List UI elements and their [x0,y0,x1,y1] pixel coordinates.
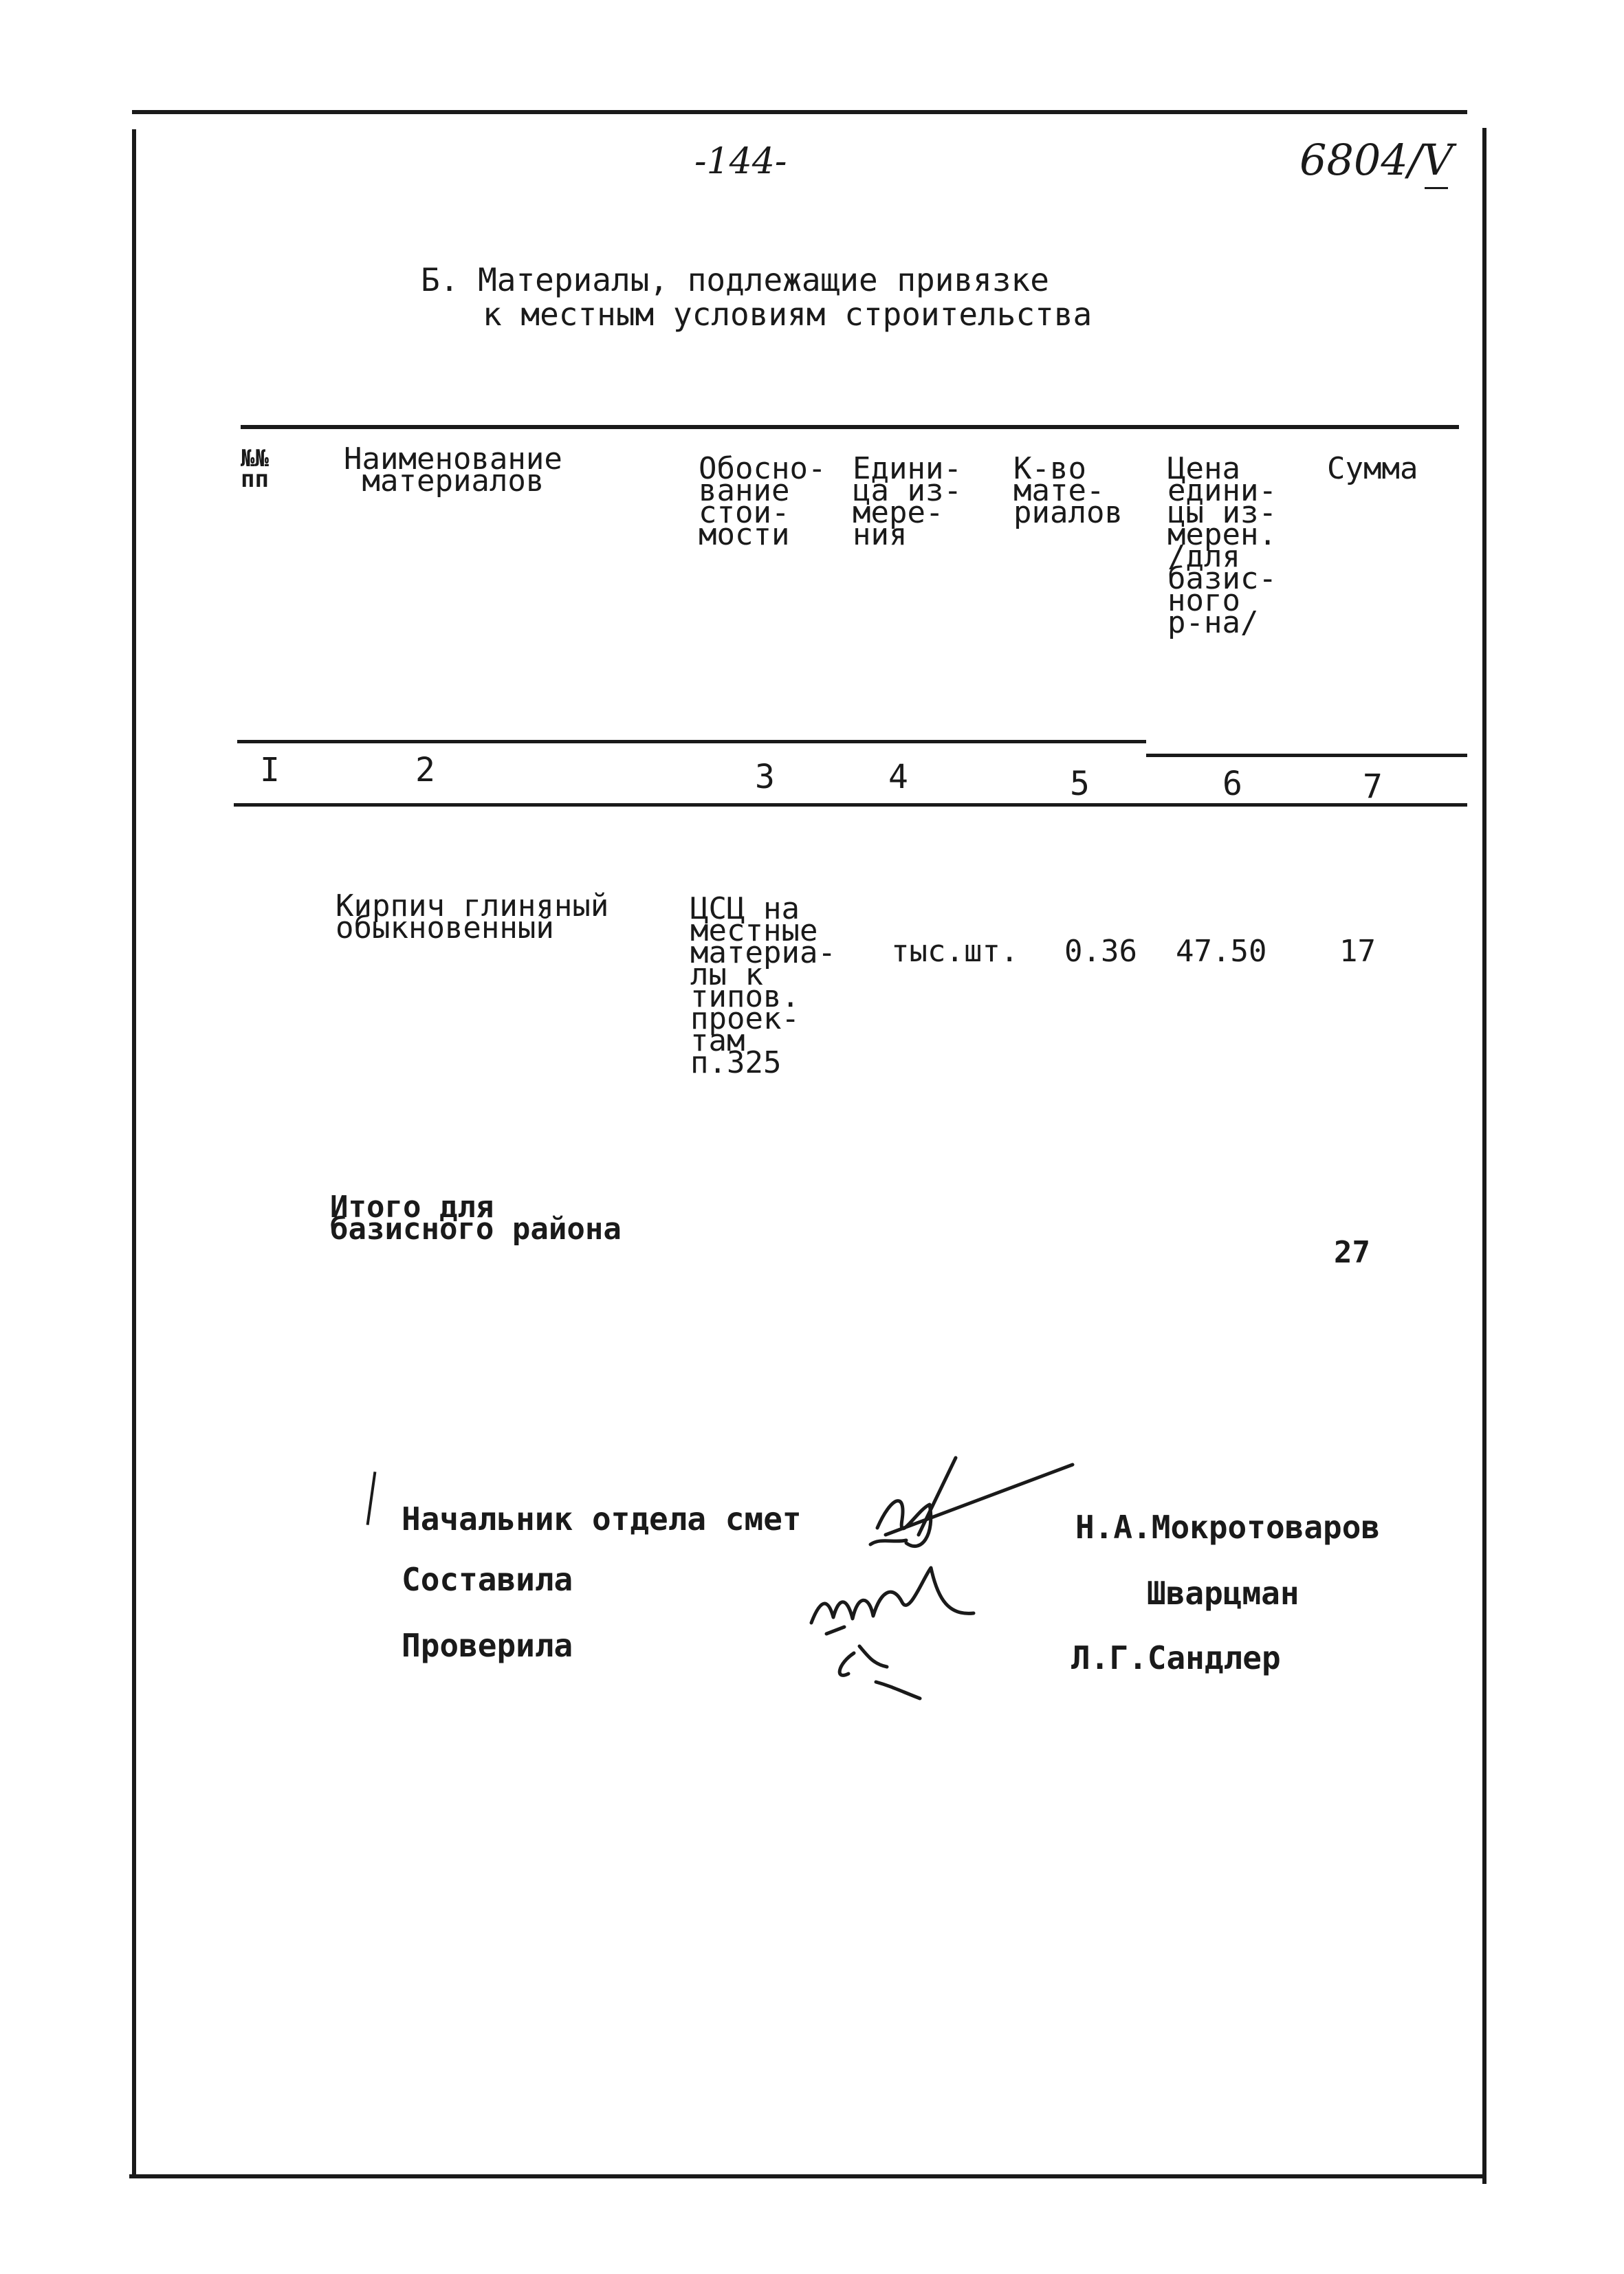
signature-stroke-checked [840,1646,920,1698]
signature-name-checked: Л.Г.Сандлер [1071,1639,1281,1676]
header-col-quantity: К-во мате- риалов [1013,451,1123,530]
signature-stroke-compiled [811,1568,974,1634]
row-unit: тыс.шт. [891,934,1019,969]
signature-label-head: Начальник отдела смет [402,1500,802,1538]
signature-label-compiled: Составила [402,1561,573,1598]
column-number-1: I [260,751,280,789]
column-number-3: 3 [755,758,775,796]
header-col-unit: Едини- ца из- мере- ния [853,451,962,552]
signature-stroke-head [870,1458,1073,1546]
header-col-sum: Сумма [1327,451,1418,486]
total-label: Итого для базисного района [330,1190,622,1247]
column-number-4: 4 [888,758,908,796]
row-quantity: 0.36 [1064,934,1137,969]
total-sum: 27 [1334,1235,1370,1270]
page-number: -144- [694,141,787,182]
section-title-line-1: Б. Материалы, подлежащие привязке [421,261,1049,298]
column-number-2: 2 [415,751,435,789]
header-col-price: Цена едини- цы из- мерен. /для базис- ного р-на/ [1167,451,1277,640]
row-cost-basis: ЦСЦ на местные материа- лы к типов. проек- там п.325 [690,891,836,1080]
column-number-6: 6 [1222,765,1242,803]
row-sum: 17 [1339,934,1376,969]
section-title-line-2: к местным условиям строительства [483,296,1093,333]
header-col-name: Наименование материалов [344,441,562,499]
header-col-basis: Обосно- вание стои- мости [699,451,826,552]
signature-name-compiled: Шварцман [1147,1575,1299,1612]
signature-name-head: Н.А.Мокротоваров [1075,1509,1381,1546]
row-price: 47.50 [1176,934,1267,969]
column-number-7: 7 [1363,767,1383,806]
column-number-5: 5 [1070,765,1090,803]
header-col-number: №№ пп [241,445,269,493]
document-code: 6804/V [1299,135,1453,185]
signature-label-checked: Проверила [402,1627,573,1664]
row-material-name: Кирпич глиняный обыкновенный [336,888,609,945]
